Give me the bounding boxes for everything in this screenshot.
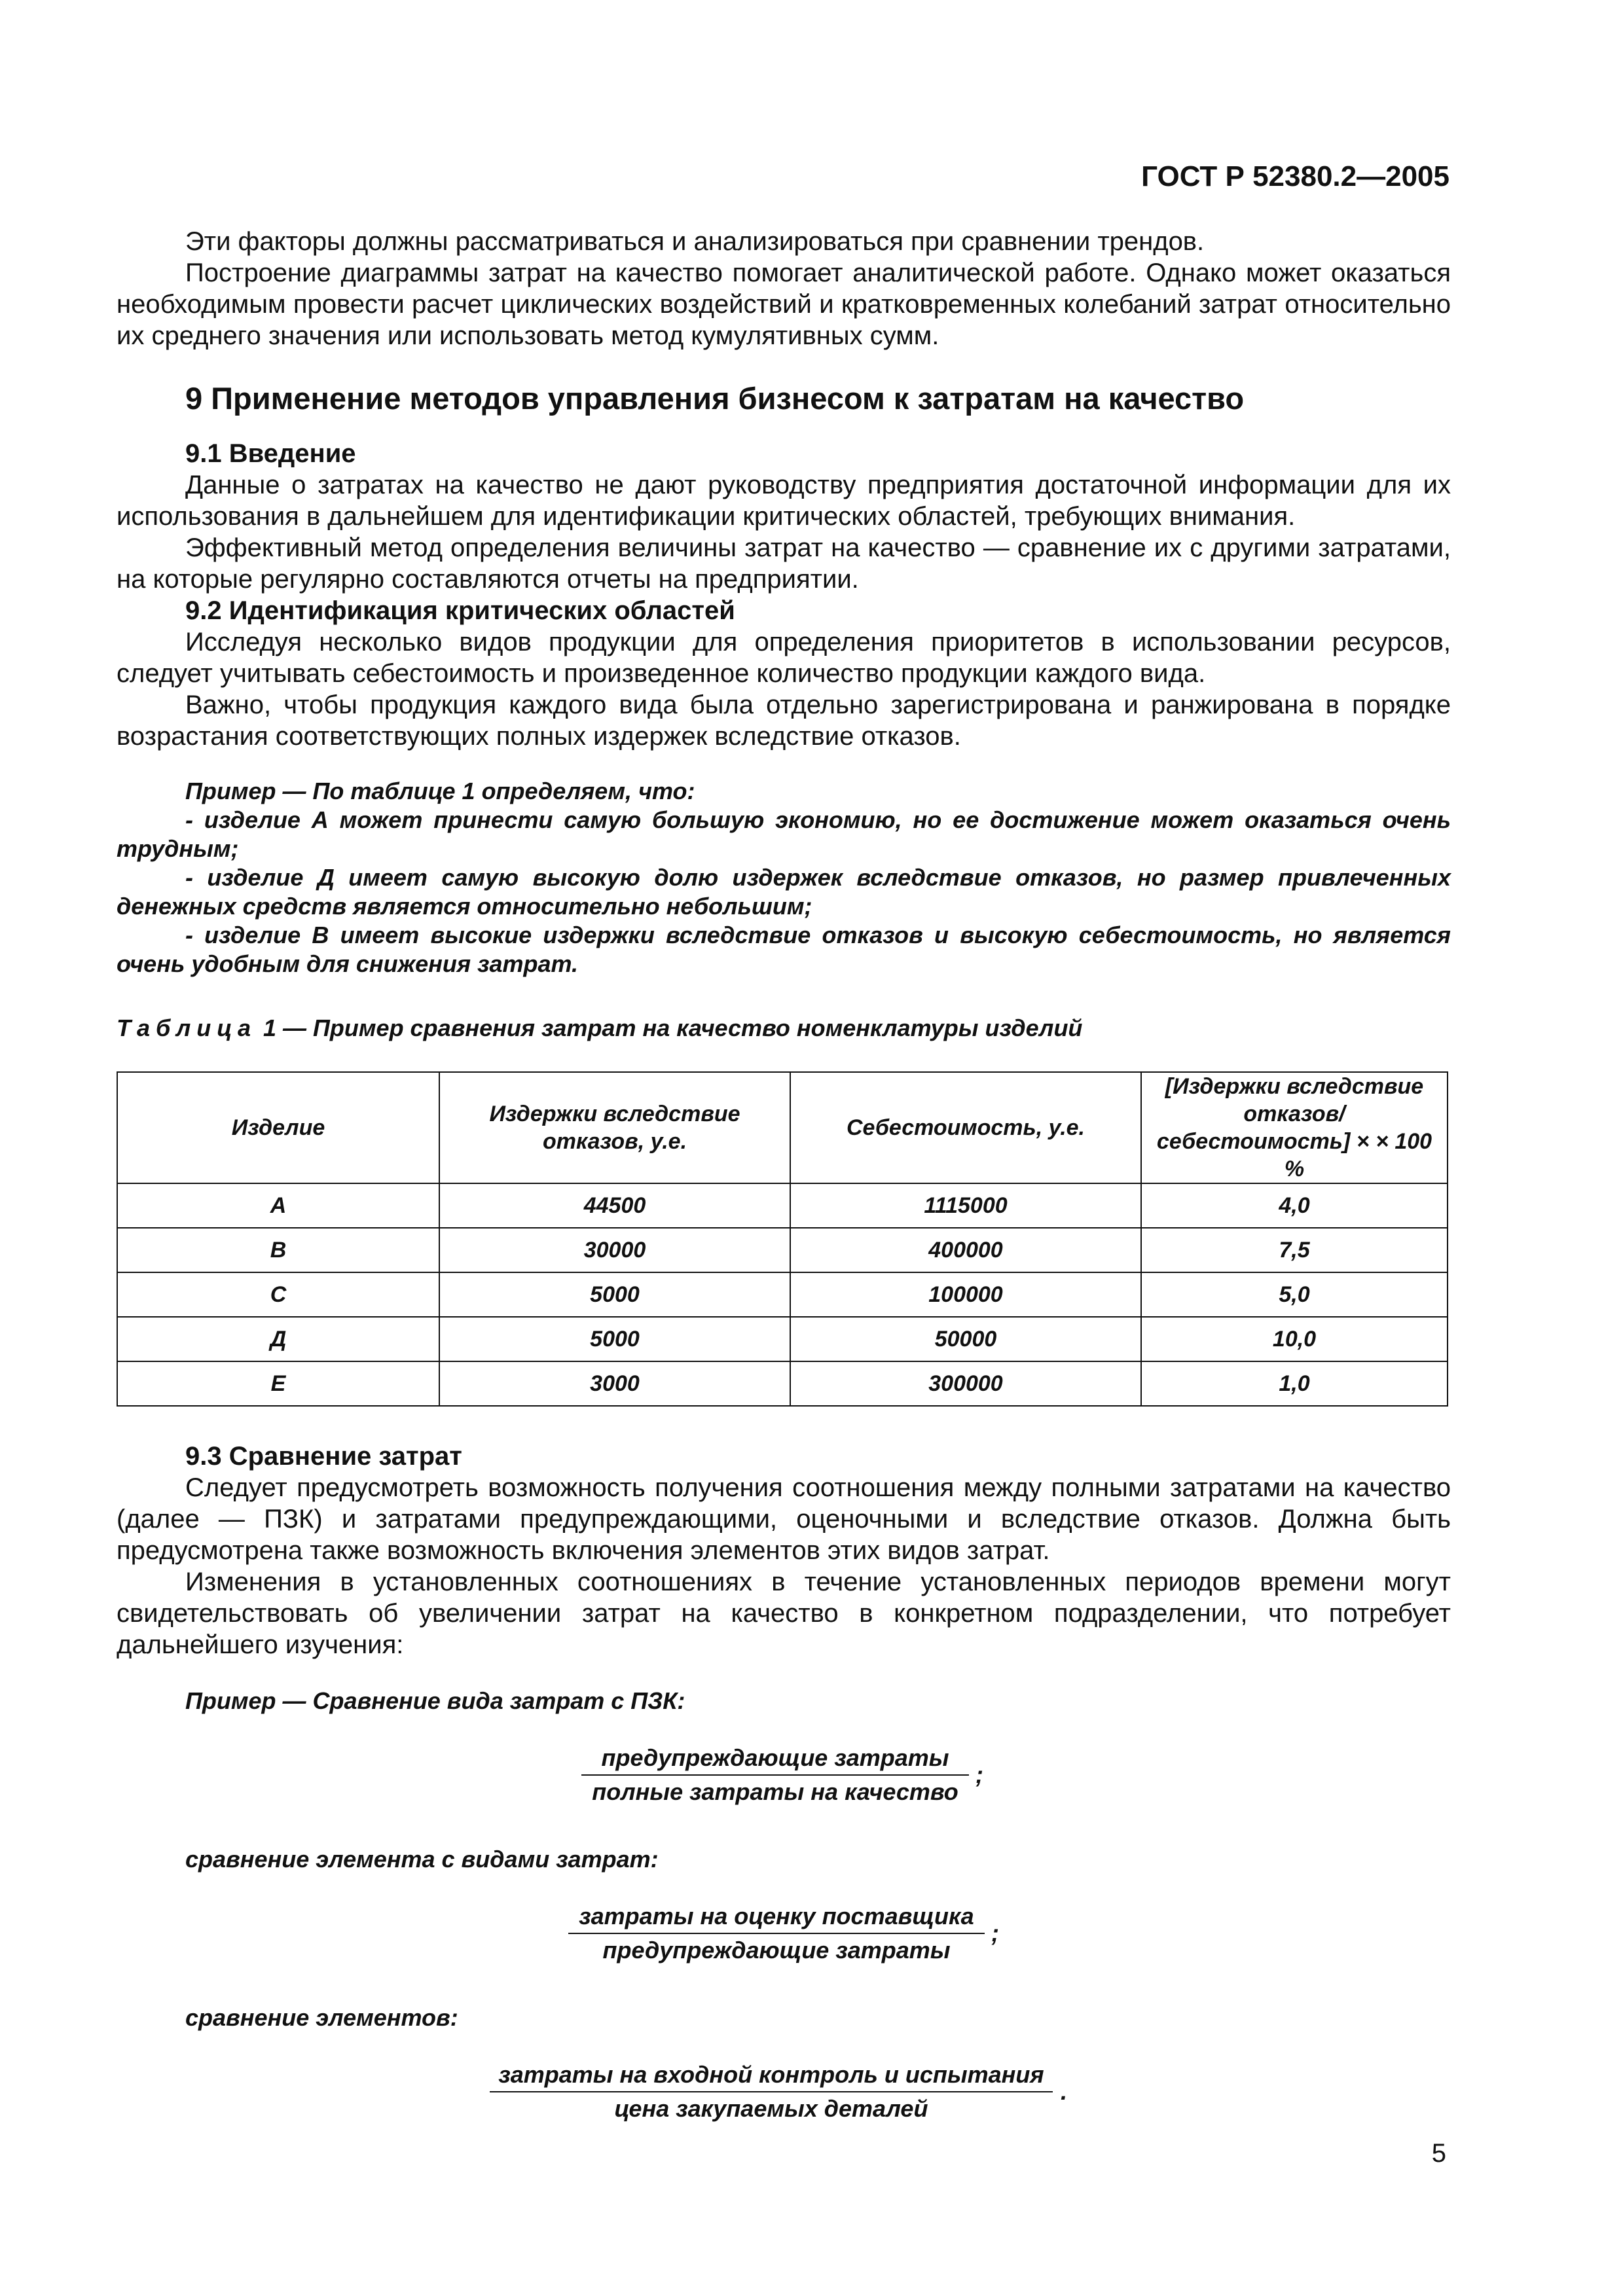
- intro-paragraph-1: Эти факторы должны рассматриваться и анализироваться при сравнении трендов.: [185, 227, 1205, 256]
- section-9-1-paragraph-1: Данные о затратах на качество не дают руководству предприятия достаточной информации для их использования в дальнейшем для идентификации критических областей, требующих внимания.: [117, 471, 1451, 531]
- example-item-d: - изделие Д имеет самую высокую долю издержек вследствие отказов, но размер привлеченных денежных средств является относительно небольшим;: [117, 864, 1451, 920]
- cell-failure-costs: 5000: [439, 1317, 790, 1361]
- table-row: [117, 1361, 1448, 1406]
- cell-prime-cost: 1115000: [790, 1183, 1141, 1228]
- section-9-3-title: 9.3 Сравнение затрат: [185, 1442, 462, 1471]
- example-intro: Пример — По таблице 1 определяем, что:: [185, 778, 695, 804]
- fraction-1: [581, 1743, 983, 1807]
- cell-product: С: [117, 1272, 439, 1317]
- fraction-1-denominator: полные затраты на качество: [592, 1778, 958, 1805]
- cell-product: В: [117, 1228, 439, 1272]
- fraction-3-numerator: затраты на входной контроль и испытания: [490, 2060, 1053, 2092]
- comparison-label-2: сравнение элемента с видами затрат:: [185, 1846, 659, 1873]
- cell-ratio: 5,0: [1141, 1272, 1448, 1317]
- section-9-2-title: 9.2 Идентификация критических областей: [185, 596, 735, 625]
- section-9-2-paragraph-2: Важно, чтобы продукция каждого вида была отдельно зарегистрирована и ранжирована в порядке возрастания соответствующих полных издержек вследствие отказов.: [117, 691, 1451, 751]
- cell-product: Д: [117, 1317, 439, 1361]
- cell-prime-cost: 400000: [790, 1228, 1141, 1272]
- cell-product: А: [117, 1183, 439, 1228]
- table-row: [117, 1272, 1448, 1317]
- table-1-title: [117, 1013, 1451, 1044]
- example-2-label: Пример — Сравнение вида затрат с ПЗК:: [185, 1687, 685, 1714]
- example-block: [117, 777, 1451, 978]
- column-header-product: Изделие: [117, 1072, 439, 1183]
- table-row: [117, 1183, 1448, 1228]
- fraction-2: [568, 1901, 999, 1965]
- cell-prime-cost: 300000: [790, 1361, 1141, 1406]
- section-9-3-paragraph-2: Изменения в установленных соотношениях в течение установленных периодов времени могут свидетельствовать об увеличении затрат на качество в конкретном подразделении, что потребует дальнейшего изучения:: [117, 1568, 1451, 1659]
- intro-paragraph-2: Построение диаграммы затрат на качество помогает аналитической работе. Однако может оказаться необходимым провести расчет циклических воздействий и кратковременных колебаний затрат относительно их среднего значения или использовать метод кумулятивных сумм.: [117, 259, 1451, 350]
- column-header-prime-cost: Себестоимость, у.е.: [790, 1072, 1141, 1183]
- page-content: [117, 226, 1451, 2138]
- section-9-1-title: 9.1 Введение: [185, 439, 356, 468]
- fraction-row-1: [117, 1743, 1451, 1821]
- comparison-label-3: сравнение элементов:: [185, 2004, 458, 2031]
- section-9-3-paragraph-1: Следует предусмотреть возможность получения соотношения между полными затратами на качество (далее — ПЗК) и затратами предупреждающими, оценочными и вследствие отказов. Должна быть предусмотрена также возможность включения элементов этих видов затрат.: [117, 1473, 1451, 1565]
- fraction-2-denominator: предупреждающие затраты: [602, 1937, 951, 1964]
- fraction-row-2: [117, 1901, 1451, 1980]
- fraction-3-denominator: цена закупаемых деталей: [614, 2095, 928, 2122]
- cell-product: Е: [117, 1361, 439, 1406]
- cell-failure-costs: 44500: [439, 1183, 790, 1228]
- fraction-3-punctuation: .: [1060, 2078, 1067, 2105]
- cell-ratio: 7,5: [1141, 1228, 1448, 1272]
- fraction-2-numerator: затраты на оценку поставщика: [568, 1901, 985, 1934]
- fraction-1-punctuation: ;: [976, 1761, 983, 1788]
- document-id: ГОСТ Р 52380.2—2005: [1141, 160, 1450, 192]
- section-9-1-paragraph-2: Эффективный метод определения величины затрат на качество — сравнение их с другими затратами, на которые регулярно составляются отчеты на предприятии.: [117, 533, 1451, 594]
- cell-prime-cost: 100000: [790, 1272, 1141, 1317]
- cell-failure-costs: 5000: [439, 1272, 790, 1317]
- fraction-2-punctuation: ;: [991, 1920, 999, 1946]
- fraction-1-numerator: предупреждающие затраты: [581, 1743, 969, 1776]
- page-number: 5: [1431, 2139, 1446, 2168]
- cell-ratio: 10,0: [1141, 1317, 1448, 1361]
- example-item-b: - изделие В имеет высокие издержки вследствие отказов и высокую себестоимость, но является очень удобным для снижения затрат.: [117, 922, 1451, 977]
- cell-prime-cost: 50000: [790, 1317, 1141, 1361]
- column-header-ratio: [Издержки вследствие отказов/себестоимость] × × 100 %: [1141, 1072, 1448, 1183]
- fraction-3: [490, 2060, 1067, 2124]
- fraction-row-3: [117, 2060, 1451, 2138]
- section-9-2-paragraph-1: Исследуя несколько видов продукции для определения приоритетов в использовании ресурсов, следует учитывать себестоимость и произведенное количество продукции каждого вида.: [117, 628, 1451, 688]
- column-header-failure-costs: Издержки вследствие отказов, у.е.: [439, 1072, 790, 1183]
- cell-ratio: 1,0: [1141, 1361, 1448, 1406]
- example-item-a: - изделие А может принести самую большую экономию, но ее достижение может оказаться очень трудным;: [117, 806, 1451, 862]
- table-1: [117, 1071, 1448, 1407]
- cell-ratio: 4,0: [1141, 1183, 1448, 1228]
- table-row: [117, 1317, 1448, 1361]
- table-1-title-rest: 1 — Пример сравнения затрат на качество номенклатуры изделий: [257, 1014, 1083, 1041]
- cell-failure-costs: 30000: [439, 1228, 790, 1272]
- table-header-row: [117, 1072, 1448, 1183]
- section-9-title: 9 Применение методов управления бизнесом к затратам на качество: [185, 381, 1245, 416]
- table-1-title-prefix: Таблица: [117, 1014, 257, 1041]
- cell-failure-costs: 3000: [439, 1361, 790, 1406]
- table-row: [117, 1228, 1448, 1272]
